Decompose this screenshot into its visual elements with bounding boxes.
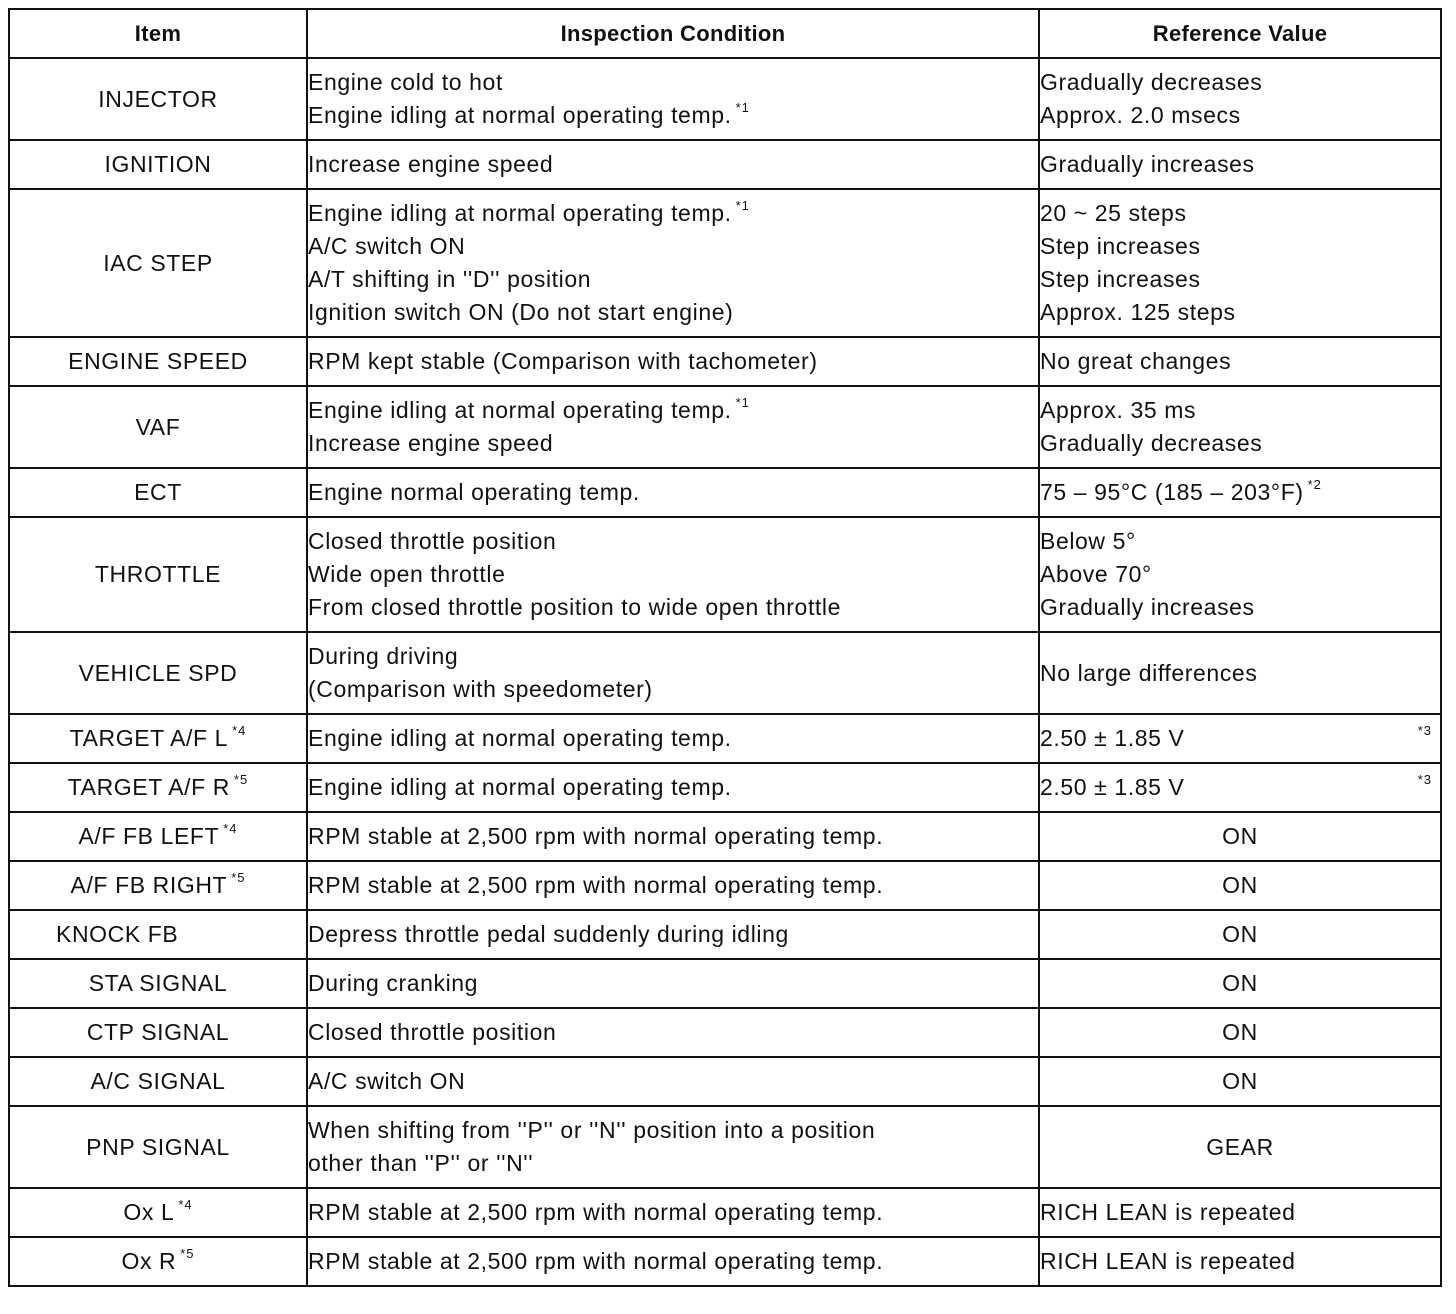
table-row bbox=[9, 189, 1441, 337]
item-cell bbox=[9, 468, 307, 517]
table-row bbox=[9, 632, 1441, 714]
condition-line: Engine idling at normal operating temp. bbox=[308, 725, 732, 751]
reference-cell bbox=[1039, 763, 1441, 812]
condition-line: RPM kept stable (Comparison with tachometer) bbox=[308, 348, 818, 374]
reference-cell bbox=[1039, 337, 1441, 386]
condition-cell bbox=[307, 517, 1039, 632]
item-label: TARGET A/F L bbox=[69, 725, 229, 751]
table-row bbox=[9, 910, 1441, 959]
table-row bbox=[9, 337, 1441, 386]
condition-cell bbox=[307, 632, 1039, 714]
reference-line: Approx. 2.0 msecs bbox=[1040, 102, 1241, 128]
footnote-mark: *3 bbox=[1417, 723, 1432, 738]
reference-cell bbox=[1039, 189, 1441, 337]
header-row bbox=[9, 9, 1441, 58]
reference-cell bbox=[1039, 1106, 1441, 1188]
reference-line: Gradually increases bbox=[1040, 594, 1255, 620]
reference-line: 20 ~ 25 steps bbox=[1040, 200, 1187, 226]
reference-line: ON bbox=[1222, 1019, 1258, 1045]
item-cell bbox=[9, 714, 307, 763]
table-row bbox=[9, 468, 1441, 517]
item-cell bbox=[9, 58, 307, 140]
header-condition: Inspection Condition bbox=[307, 9, 1039, 58]
condition-line: RPM stable at 2,500 rpm with normal operating temp. bbox=[308, 1199, 884, 1225]
table-row bbox=[9, 861, 1441, 910]
item-label: KNOCK FB bbox=[56, 921, 179, 947]
table-row bbox=[9, 1057, 1441, 1106]
item-cell bbox=[9, 1237, 307, 1286]
page bbox=[8, 8, 1440, 1287]
item-cell bbox=[9, 337, 307, 386]
footnote-mark: *3 bbox=[1417, 772, 1432, 787]
footnote-mark: *5 bbox=[180, 1246, 195, 1261]
footnote-mark: *1 bbox=[735, 198, 750, 213]
condition-line: Ignition switch ON (Do not start engine) bbox=[308, 299, 734, 325]
table-row bbox=[9, 1008, 1441, 1057]
footnote-mark: *1 bbox=[735, 395, 750, 410]
condition-line: A/C switch ON bbox=[308, 233, 466, 259]
item-label: INJECTOR bbox=[98, 85, 218, 112]
item-label: TARGET A/F R bbox=[67, 774, 230, 800]
header-reference: Reference Value bbox=[1039, 9, 1441, 58]
item-label: Ox R bbox=[121, 1248, 177, 1274]
table-row bbox=[9, 517, 1441, 632]
condition-line: Engine normal operating temp. bbox=[308, 479, 640, 505]
table-row bbox=[9, 959, 1441, 1008]
reference-cell bbox=[1039, 58, 1441, 140]
reference-line: RICH LEAN is repeated bbox=[1040, 1199, 1296, 1225]
reference-line: Above 70° bbox=[1040, 561, 1152, 587]
condition-line: other than ''P'' or ''N'' bbox=[308, 1150, 534, 1176]
reference-cell bbox=[1039, 861, 1441, 910]
table-row bbox=[9, 1188, 1441, 1237]
reference-cell bbox=[1039, 468, 1441, 517]
condition-line: During driving bbox=[308, 643, 459, 669]
reference-line: ON bbox=[1222, 823, 1258, 849]
item-cell bbox=[9, 1106, 307, 1188]
condition-cell bbox=[307, 959, 1039, 1008]
table-row bbox=[9, 1237, 1441, 1286]
condition-line: Wide open throttle bbox=[308, 561, 506, 587]
condition-line: A/C switch ON bbox=[308, 1068, 466, 1094]
condition-line: Depress throttle pedal suddenly during idling bbox=[308, 921, 789, 947]
condition-cell bbox=[307, 812, 1039, 861]
footnote-mark: *5 bbox=[231, 870, 246, 885]
reference-line: No large differences bbox=[1040, 659, 1258, 686]
condition-line: When shifting from ''P'' or ''N'' position into a position bbox=[308, 1117, 876, 1143]
item-cell bbox=[9, 140, 307, 189]
item-label: CTP SIGNAL bbox=[86, 1019, 230, 1045]
reference-cell bbox=[1039, 812, 1441, 861]
reference-line: ON bbox=[1222, 970, 1258, 996]
item-label: ECT bbox=[134, 479, 182, 505]
item-label: IGNITION bbox=[104, 151, 212, 177]
condition-cell bbox=[307, 468, 1039, 517]
condition-line: RPM stable at 2,500 rpm with normal operating temp. bbox=[308, 823, 884, 849]
item-label: THROTTLE bbox=[94, 561, 222, 587]
reference-cell bbox=[1039, 386, 1441, 468]
item-label: Ox L bbox=[123, 1199, 175, 1225]
reference-cell bbox=[1039, 140, 1441, 189]
table-row bbox=[9, 714, 1441, 763]
reference-cell bbox=[1039, 1188, 1441, 1237]
reference-line: RICH LEAN is repeated bbox=[1040, 1248, 1296, 1274]
item-label: A/F FB RIGHT bbox=[70, 872, 228, 898]
item-label: PNP SIGNAL bbox=[86, 1133, 230, 1160]
item-label: ENGINE SPEED bbox=[68, 348, 248, 374]
reference-cell bbox=[1039, 1237, 1441, 1286]
condition-cell bbox=[307, 1188, 1039, 1237]
reference-line: Gradually decreases bbox=[1040, 69, 1263, 95]
footnote-mark: *4 bbox=[178, 1197, 193, 1212]
item-cell bbox=[9, 1057, 307, 1106]
condition-cell bbox=[307, 386, 1039, 468]
inspection-table bbox=[8, 8, 1442, 1287]
condition-cell bbox=[307, 1237, 1039, 1286]
item-label: VAF bbox=[135, 413, 181, 440]
condition-line: RPM stable at 2,500 rpm with normal operating temp. bbox=[308, 872, 884, 898]
footnote-mark: *4 bbox=[232, 723, 247, 738]
item-cell bbox=[9, 763, 307, 812]
item-cell bbox=[9, 517, 307, 632]
condition-line: From closed throttle position to wide open throttle bbox=[308, 594, 842, 620]
item-label: STA SIGNAL bbox=[88, 970, 228, 996]
item-label: A/C SIGNAL bbox=[90, 1068, 226, 1094]
condition-cell bbox=[307, 337, 1039, 386]
item-cell bbox=[9, 1188, 307, 1237]
condition-cell bbox=[307, 763, 1039, 812]
table-row bbox=[9, 812, 1441, 861]
reference-line: No great changes bbox=[1040, 348, 1232, 374]
table-row bbox=[9, 1106, 1441, 1188]
reference-line: GEAR bbox=[1206, 1133, 1274, 1160]
item-cell bbox=[9, 632, 307, 714]
reference-line: Step increases bbox=[1040, 233, 1201, 259]
condition-line: RPM stable at 2,500 rpm with normal operating temp. bbox=[308, 1248, 884, 1274]
item-cell bbox=[9, 386, 307, 468]
condition-cell bbox=[307, 1008, 1039, 1057]
table-row bbox=[9, 763, 1441, 812]
condition-line: Engine idling at normal operating temp. bbox=[308, 774, 732, 800]
item-cell bbox=[9, 910, 307, 959]
reference-line: 75 – 95°C (185 – 203°F) *2 bbox=[1040, 477, 1322, 505]
reference-line: Gradually increases bbox=[1040, 151, 1255, 177]
condition-line: During cranking bbox=[308, 970, 479, 996]
condition-line: Closed throttle position bbox=[308, 1019, 557, 1045]
condition-line: Engine cold to hot bbox=[308, 69, 503, 95]
reference-cell bbox=[1039, 1008, 1441, 1057]
reference-cell bbox=[1039, 632, 1441, 714]
table-row bbox=[9, 140, 1441, 189]
item-label: IAC STEP bbox=[103, 249, 213, 276]
condition-line: A/T shifting in ''D'' position bbox=[308, 266, 592, 292]
condition-cell bbox=[307, 861, 1039, 910]
condition-line: (Comparison with speedometer) bbox=[308, 676, 653, 702]
condition-cell bbox=[307, 714, 1039, 763]
table-row bbox=[9, 386, 1441, 468]
item-cell bbox=[9, 861, 307, 910]
footnote-mark: *5 bbox=[233, 772, 249, 787]
condition-cell bbox=[307, 58, 1039, 140]
condition-line: Engine idling at normal operating temp. *1 bbox=[308, 100, 750, 128]
condition-cell bbox=[307, 1106, 1039, 1188]
reference-line: Gradually decreases bbox=[1040, 430, 1263, 456]
reference-line: Below 5° bbox=[1040, 528, 1136, 554]
condition-line: Engine idling at normal operating temp. *1 bbox=[308, 198, 750, 226]
condition-line: Increase engine speed bbox=[308, 151, 554, 177]
reference-cell bbox=[1039, 517, 1441, 632]
reference-line: Approx. 35 ms bbox=[1040, 397, 1197, 423]
item-cell bbox=[9, 959, 307, 1008]
condition-cell bbox=[307, 1057, 1039, 1106]
reference-line: 2.50 ± 1.85 V bbox=[1040, 725, 1185, 751]
reference-line: ON bbox=[1222, 872, 1258, 898]
header-item: Item bbox=[9, 9, 307, 58]
footnote-mark: *1 bbox=[735, 100, 750, 115]
reference-cell bbox=[1039, 959, 1441, 1008]
table-row bbox=[9, 58, 1441, 140]
item-label: VEHICLE SPD bbox=[78, 659, 238, 686]
reference-cell bbox=[1039, 714, 1441, 763]
reference-cell bbox=[1039, 1057, 1441, 1106]
condition-cell bbox=[307, 140, 1039, 189]
item-cell bbox=[9, 812, 307, 861]
condition-line: Engine idling at normal operating temp. *1 bbox=[308, 395, 750, 423]
reference-cell bbox=[1039, 910, 1441, 959]
item-label: A/F FB LEFT bbox=[78, 823, 220, 849]
reference-line: Approx. 125 steps bbox=[1040, 299, 1236, 325]
condition-cell bbox=[307, 189, 1039, 337]
reference-line: ON bbox=[1222, 1068, 1258, 1094]
condition-line: Closed throttle position bbox=[308, 528, 557, 554]
item-cell bbox=[9, 1008, 307, 1057]
footnote-mark: *4 bbox=[223, 821, 238, 836]
reference-line: 2.50 ± 1.85 V bbox=[1040, 774, 1185, 800]
reference-line: Step increases bbox=[1040, 266, 1201, 292]
condition-cell bbox=[307, 910, 1039, 959]
footnote-mark: *2 bbox=[1307, 477, 1322, 492]
item-cell bbox=[9, 189, 307, 337]
reference-line: ON bbox=[1222, 921, 1258, 947]
condition-line: Increase engine speed bbox=[308, 430, 554, 456]
